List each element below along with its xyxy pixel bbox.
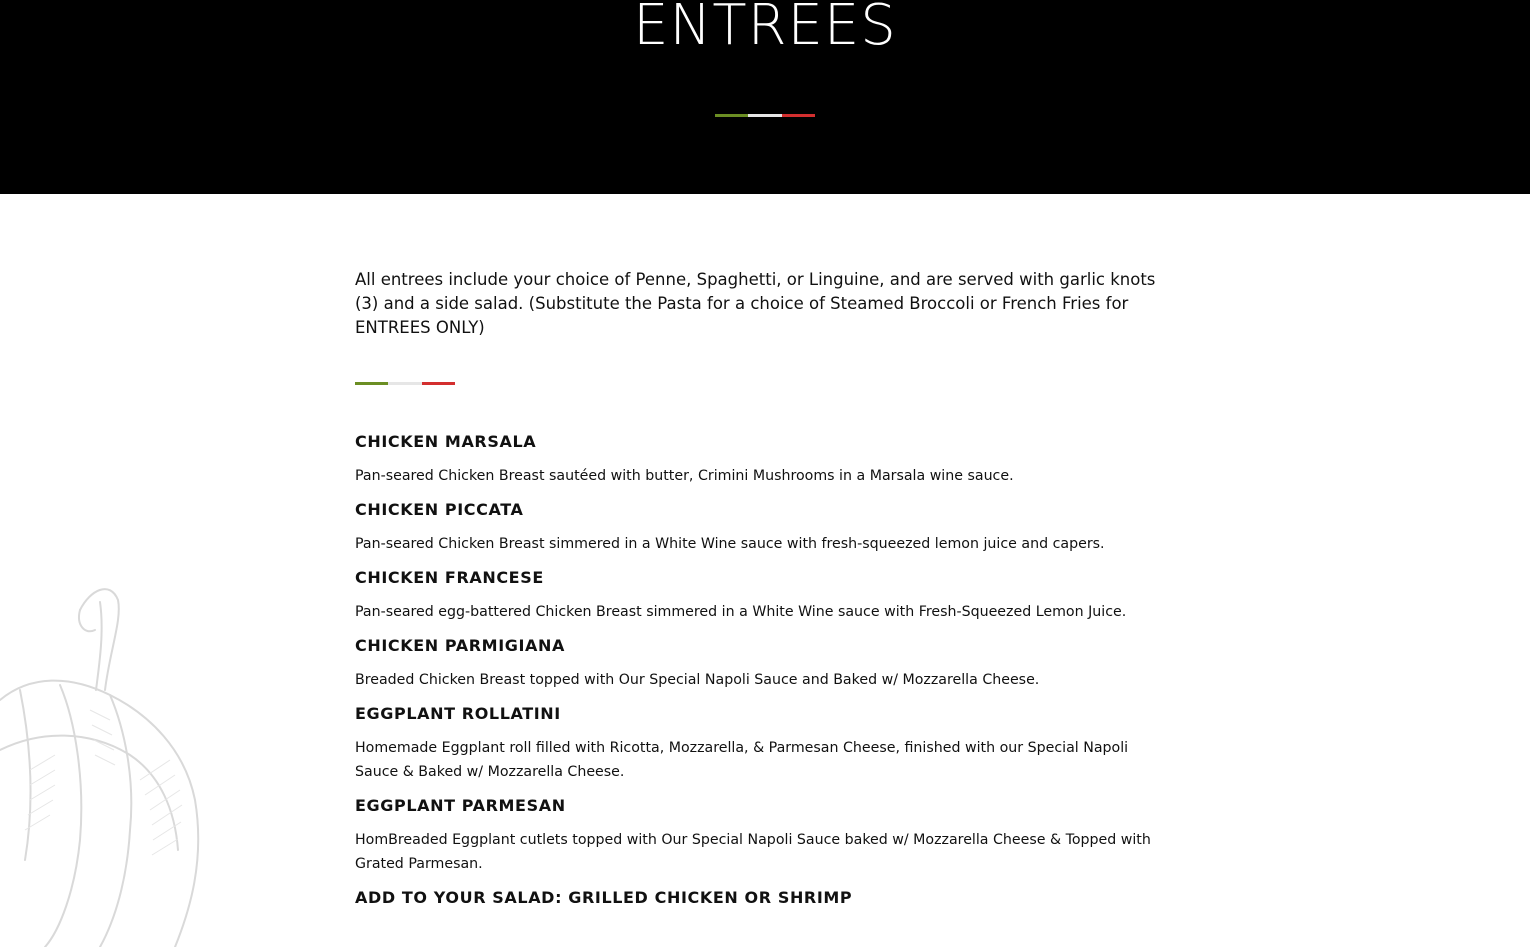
menu-item-description: Homemade Eggplant roll filled with Ricotta, Mozzarella, & Parmesan Cheese, finished with our Special Napoli Sauce & Baked w/ Mozzarella Cheese. bbox=[355, 740, 1129, 780]
divider-white-segment bbox=[388, 382, 421, 385]
page-title: ENTREES bbox=[633, 0, 897, 58]
menu-item-description: Pan-seared Chicken Breast sautéed with butter, Crimini Mushrooms in a Marsala wine sauce. bbox=[355, 468, 1014, 484]
menu-item bbox=[355, 634, 1175, 692]
menu-item-name: CHICKEN MARSALA bbox=[355, 432, 537, 451]
salad-addon-note: ADD TO YOUR SALAD: GRILLED CHICKEN OR SHRIMP bbox=[355, 888, 853, 907]
menu-item-name: EGGPLANT PARMESAN bbox=[355, 796, 566, 815]
bell-pepper-sketch-icon bbox=[0, 580, 210, 947]
menu-item-name: CHICKEN PICCATA bbox=[355, 500, 524, 519]
intro-text: All entrees include your choice of Penne, Spaghetti, or Linguine, and are served with garlic knots (3) and a side salad. (Substitute the Pasta for a choice of Steamed Broccoli or French Fries for ENTREES ONLY) bbox=[355, 270, 1156, 337]
menu-item bbox=[355, 566, 1175, 624]
hero-tricolor-divider bbox=[715, 114, 815, 117]
divider-green-segment bbox=[355, 382, 388, 385]
intro-tricolor-divider bbox=[355, 382, 455, 385]
menu-item-name: CHICKEN PARMIGIANA bbox=[355, 636, 565, 655]
divider-red-segment bbox=[782, 114, 815, 117]
menu-item-description: Breaded Chicken Breast topped with Our Special Napoli Sauce and Baked w/ Mozzarella Cheese. bbox=[355, 672, 1040, 688]
menu-item-description: Pan-seared egg-battered Chicken Breast simmered in a White Wine sauce with Fresh-Squeezed Lemon Juice. bbox=[355, 604, 1127, 620]
menu-item-description: Pan-seared Chicken Breast simmered in a White Wine sauce with fresh-squeezed lemon juice and capers. bbox=[355, 536, 1105, 552]
intro-section bbox=[355, 268, 1175, 340]
divider-green-segment bbox=[715, 114, 748, 117]
menu-item bbox=[355, 430, 1175, 488]
divider-white-segment bbox=[748, 114, 781, 117]
menu-item-name: EGGPLANT ROLLATINI bbox=[355, 704, 561, 723]
divider-red-segment bbox=[422, 382, 455, 385]
hero-banner bbox=[0, 0, 1530, 194]
menu-item bbox=[355, 794, 1175, 876]
menu-item-name: CHICKEN FRANCESE bbox=[355, 568, 544, 587]
menu-item bbox=[355, 498, 1175, 556]
menu-item-description: HomBreaded Eggplant cutlets topped with Our Special Napoli Sauce baked w/ Mozzarella Cheese & Topped with Grated Parmesan. bbox=[355, 832, 1151, 872]
menu-item bbox=[355, 702, 1175, 784]
entree-menu-list bbox=[355, 430, 1175, 920]
